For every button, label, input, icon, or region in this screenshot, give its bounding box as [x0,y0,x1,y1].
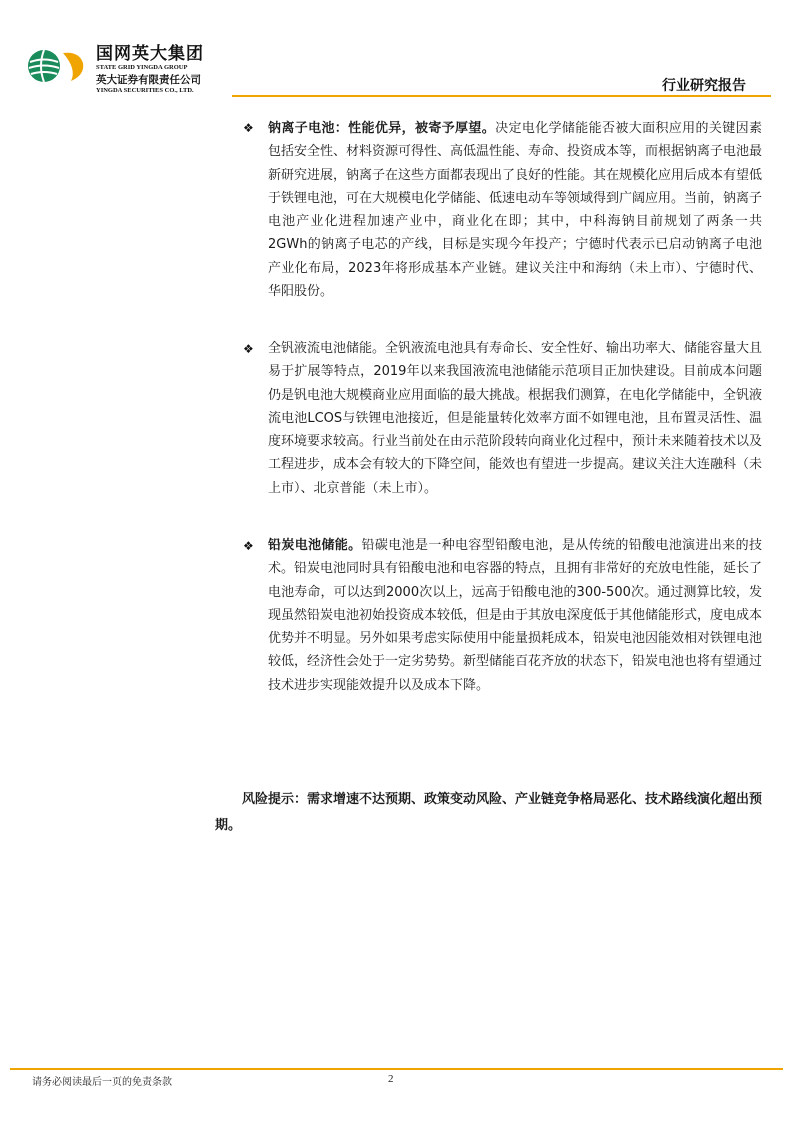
header-divider [232,95,771,97]
section-lead: 铅炭电池储能。 [268,538,362,553]
subsidiary-name-en: YINGDA SECURITIES CO., LTD. [96,87,194,94]
subsidiary-name-cn: 英大证券有限责任公司 [96,74,201,86]
section-body: 决定电化学储能能否被大面积应用的关键因素包括安全性、材料资源可得性、高低温性能、寿命、投资成本等，而根据钠离子电池最新研究进展，钠离子在这些方面都表现出了良好的性能。其在规模化应用后成本有望低于铁锂电池，可在大规模电化学储能、低速电动车等领域得到广阔应用。当前，钠离子电池产业化进程加速产业中，商业化在即；其中，中科海钠目前规划了两条一共2GWh的钠离子电芯的产线，目标是实现今年投产；宁德时代表示已启动钠离子电池产业化布局，2023年将形成基本产业链。建议关注中和海纳（未上市）、宁德时代、华阳股份。 [268,121,763,300]
bullet-icon: ❖ [243,342,254,356]
section-sodium-ion [268,117,762,303]
company-name-cn: 国网英大集团 [96,44,204,64]
section-body: 全钒液流电池储能。全钒液流电池具有寿命长、安全性好、输出功率大、储能容量大且易于扩展等特点，2019年以来我国液流电池储能示范项目正加快建设。目前成本问题仍是钒电池大规模商业应用面临的最大挑战。根据我们测算，在电化学储能中，全钒液流电池LCOS与铁锂电池接近，但是能量转化效率方面不如锂电池，且布置灵活性、温度环境要求较高。行业当前处在由示范阶段转向商业化过程中，预计未来随着技术以及工程进步，成本会有较大的下降空间，能效也有望进一步提高。建议关注大连融科（未上市）、北京普能（未上市）。 [268,341,763,496]
page-number: 2 [388,1073,394,1085]
footer-divider [10,1068,783,1070]
company-name-block [96,44,204,95]
report-type: 行业研究报告 [662,78,746,94]
section-body: 铅碳电池是一种电容型铅酸电池，是从传统的铅酸电池演进出来的技术。铅炭电池同时具有铅酸电池和电容器的特点，且拥有非常好的充放电性能，延长了电池寿命，可以达到2000次以上，远高于铅酸电池的300-500次。通过测算比较，发现虽然铅炭电池初始投资成本较低，但是由于其放电深度低于其他储能形式，度电成本优势并不明显。另外如果考虑实际使用中能量损耗成本，铅炭电池因能效相对铁锂电池较低，经济性会处于一定劣势势。新型储能百花齐放的状态下，铅炭电池也将有望通过技术进步实现能效提升以及成本下降。 [268,538,763,693]
company-logo-icon [27,45,87,87]
bullet-icon: ❖ [243,539,254,553]
bullet-icon: ❖ [243,121,254,135]
section-vanadium-flow [268,337,762,500]
disclaimer-note: 请务必阅读最后一页的免责条款 [32,1077,172,1088]
company-name-en: STATE GRID YINGDA GROUP [96,64,188,71]
section-lead: 钠离子电池：性能优异，被寄予厚望。 [268,121,496,136]
section-lead-carbon [268,534,762,697]
risk-warning: 风险提示：需求增速不达预期、政策变动风险、产业链竞争格局恶化、技术路线演化超出预期。 [215,792,763,833]
